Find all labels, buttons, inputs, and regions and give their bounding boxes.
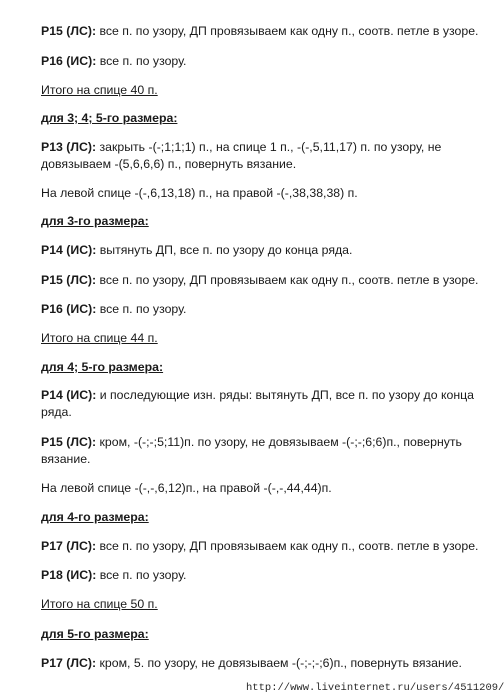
- row-label: Р16 (ИС):: [41, 302, 97, 316]
- row-p17-ls: [41, 655, 494, 672]
- row-label: Р15 (ЛС):: [41, 273, 97, 287]
- row-p16-is: [41, 301, 494, 318]
- row-p17-ls: [41, 538, 494, 555]
- stitch-total: [41, 82, 494, 99]
- row-p14-is: [41, 387, 490, 421]
- row-label: Р13 (ЛС):: [41, 140, 97, 154]
- row-label: Р15 (ЛС):: [41, 435, 97, 449]
- row-p15-ls: [41, 434, 490, 468]
- row-text: все п. по узору, ДП провязываем как одну п., соотв. петле в узоре.: [96, 539, 479, 553]
- size-heading-text: для 5-го размера:: [41, 627, 149, 641]
- needle-count: [41, 185, 494, 202]
- row-label: Р16 (ИС):: [41, 54, 97, 68]
- needle-count: [41, 480, 494, 497]
- stitch-total: [41, 596, 494, 613]
- size-heading-text: для 4; 5-го размера:: [41, 360, 164, 374]
- stitch-total-text: Итого на спице 50 п.: [41, 597, 158, 611]
- size-heading: [41, 626, 494, 643]
- size-heading-text: для 3; 4; 5-го размера:: [41, 111, 178, 125]
- row-text: все п. по узору, ДП провязываем как одну п., соотв. петле в узоре.: [96, 24, 479, 38]
- needle-count-text: На левой спице -(-,-,6,12)п., на правой -(-,-,44,44)п.: [41, 481, 332, 495]
- row-label: Р17 (ЛС):: [41, 656, 97, 670]
- size-heading: [41, 213, 494, 230]
- row-text: все п. по узору, ДП провязываем как одну п., соотв. петле в узоре.: [96, 273, 479, 287]
- stitch-total-text: Итого на спице 40 п.: [41, 83, 158, 97]
- row-text: и последующие изн. ряды: вытянуть ДП, все п. по узору до конца ряда.: [41, 388, 475, 419]
- size-heading-text: для 4-го размера:: [41, 510, 149, 524]
- row-label: Р15 (ЛС):: [41, 24, 97, 38]
- size-heading: [41, 509, 494, 526]
- stitch-total-text: Итого на спице 44 п.: [41, 331, 158, 345]
- row-text: кром, 5. по узору, не довязываем -(-;-;-;6)п., повернуть вязание.: [96, 656, 462, 670]
- stitch-total: [41, 330, 494, 347]
- row-label: Р14 (ИС):: [41, 388, 97, 402]
- row-text: кром, -(-;-;5;11)п. по узору, не довязываем -(-;-;6;6)п., повернуть вязание.: [41, 435, 462, 466]
- row-label: Р18 (ИС):: [41, 568, 97, 582]
- row-text: вытянуть ДП, все п. по узору до конца ряда.: [96, 243, 353, 257]
- row-text: все п. по узору.: [96, 302, 187, 316]
- size-heading-text: для 3-го размера:: [41, 214, 149, 228]
- row-text: закрыть -(-;1;1;1) п., на спице 1 п., -(-,5,11,17) п. по узору, не довязываем -(5,6,6,6) п., повернуть вязание.: [41, 140, 442, 171]
- row-label: Р14 (ИС):: [41, 243, 97, 257]
- source-url-watermark: http://www.liveinternet.ru/users/4511209/: [246, 682, 504, 694]
- row-text: все п. по узору.: [96, 568, 187, 582]
- size-heading: [41, 359, 494, 376]
- row-label: Р17 (ЛС):: [41, 539, 97, 553]
- row-p15-ls: [41, 272, 494, 289]
- row-p14-is: [41, 242, 494, 259]
- row-p15-ls: [41, 23, 494, 40]
- row-p18-is: [41, 567, 494, 584]
- row-p13-ls: [41, 139, 490, 173]
- row-text: все п. по узору.: [96, 54, 187, 68]
- row-p16-is: [41, 53, 494, 70]
- size-heading: [41, 110, 494, 127]
- needle-count-text: На левой спице -(-,6,13,18) п., на правой -(-,38,38,38) п.: [41, 186, 358, 200]
